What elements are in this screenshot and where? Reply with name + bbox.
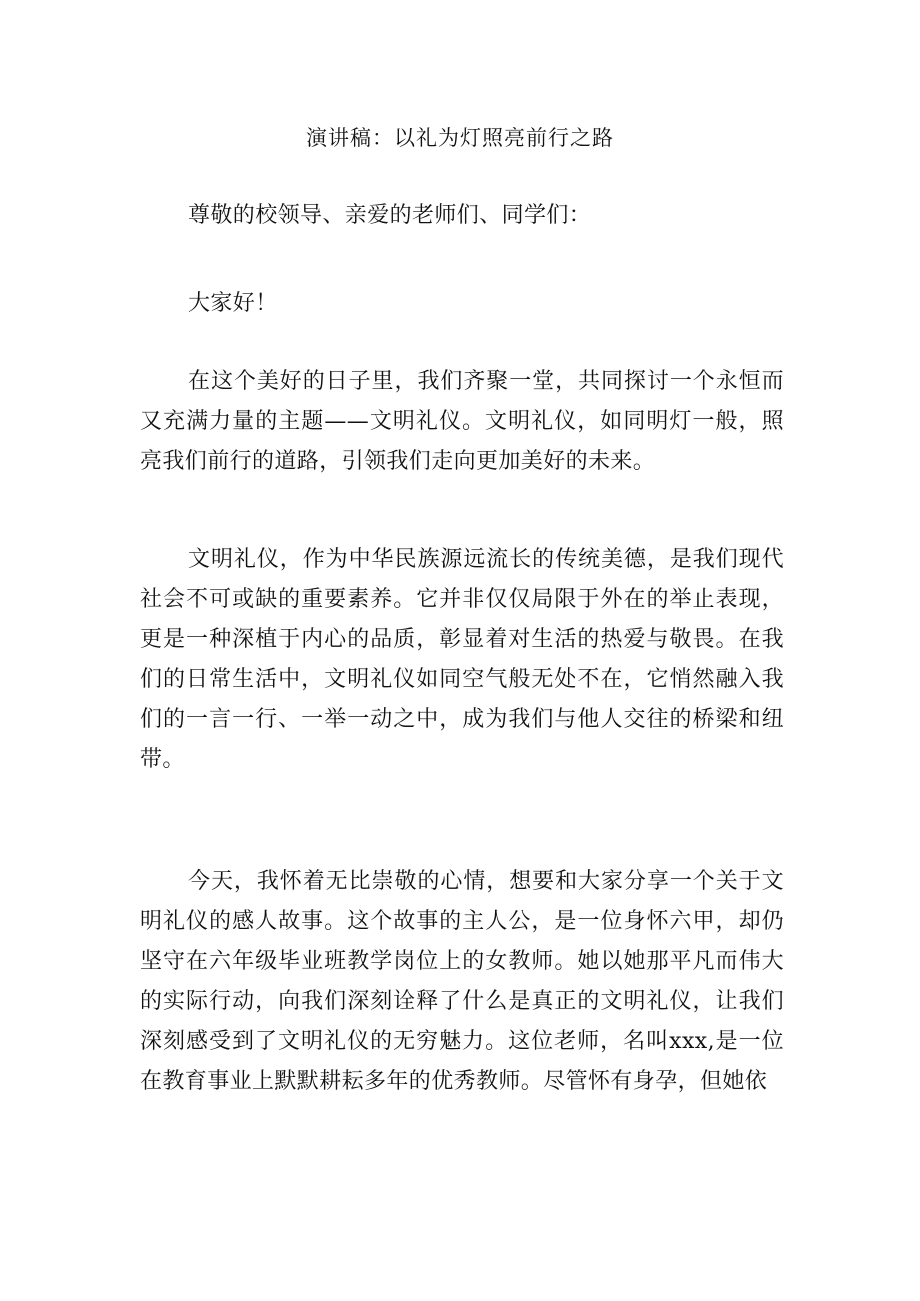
paragraph-3: 今天，我怀着无比崇敬的心情，想要和大家分享一个关于文明礼仪的感人故事。这个故事的主人公，是一位身怀六甲，却仍坚守在六年级毕业班教学岗位上的女教师。她以她那平凡而伟大的实际行动，向我们深刻诠释了什么是真正的文明礼仪，让我们深刻感受到了文明礼仪的无穷魅力。这位老师，名叫xxx,是一位在教育事业上默默耕耘多年的优秀教师。尽管怀有身孕，但她依: [140, 869, 784, 1094]
salutation: 尊敬的校领导、亲爱的老师们、同学们：: [188, 203, 592, 228]
greeting: 大家好！: [188, 291, 278, 316]
paragraph-2: 文明礼仪，作为中华民族源远流长的传统美德，是我们现代社会不可或缺的重要素养。它并非仅仅局限于外在的举止表现，更是一种深植于内心的品质，彰显着对生活的热爱与敬畏。在我们的日常生活中，文明礼仪如同空气般无处不在，它悄然融入我们的一言一行、一举一动之中，成为我们与他人交往的桥梁和纽带。: [140, 547, 784, 772]
paragraph-1: 在这个美好的日子里，我们齐聚一堂，共同探讨一个永恒而又充满力量的主题——文明礼仪。文明礼仪，如同明灯一般，照亮我们前行的道路，引领我们走向更加美好的未来。: [140, 369, 784, 474]
document-title: 演讲稿：以礼为灯照亮前行之路: [306, 126, 614, 150]
